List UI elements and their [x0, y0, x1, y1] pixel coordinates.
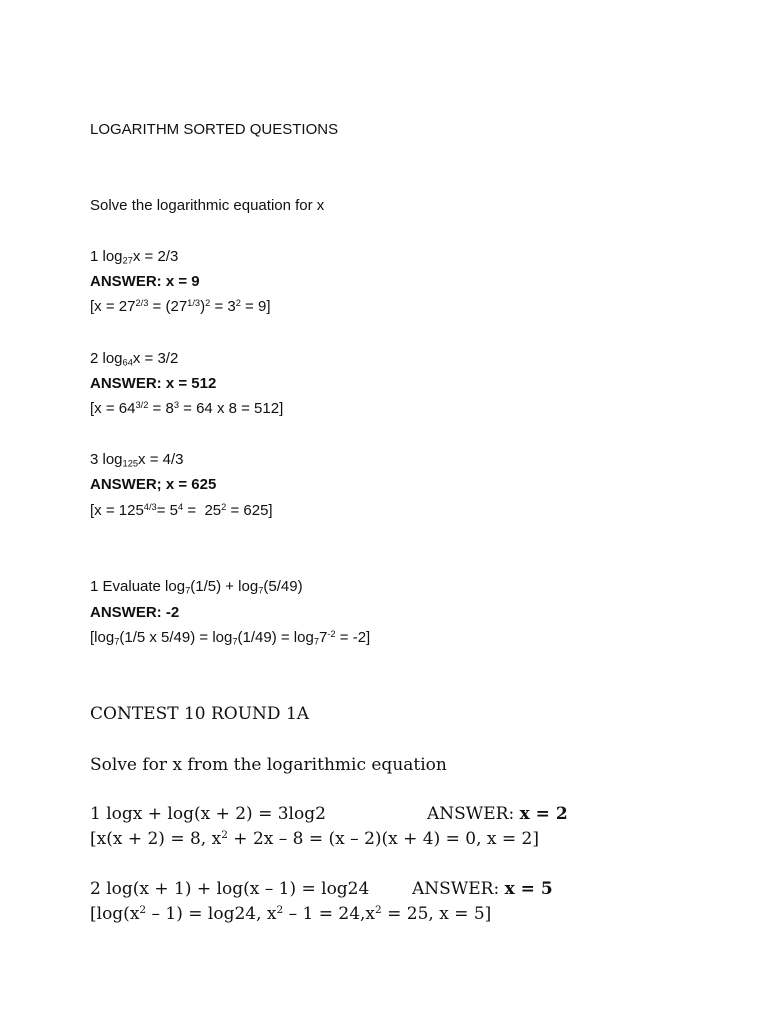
instruction-text: Solve the logarithmic equation for x	[90, 197, 325, 214]
question-3: 3 $\log_{125}x = 4/3$	[90, 451, 184, 469]
working-1: $[x = 27^{2/3} = (27^{1/3})^2 = 3^2 = 9]$	[90, 297, 271, 315]
question-1: 1 $\log_{27}x = 2/3$	[90, 248, 179, 266]
contest-question-1: 1 logx + log(x + 2) = 3log2	[90, 804, 326, 824]
answer-1: ANSWER: x = 9	[90, 273, 200, 290]
page-title: LOGARITHM SORTED QUESTIONS	[90, 121, 339, 138]
working-2: [$x = 64^{3/2} = 8^3 = 64$ x 8 = 512]	[90, 399, 284, 417]
answer-2: ANSWER: x = 512	[90, 375, 217, 392]
answer-evaluate: ANSWER: -2	[90, 604, 180, 621]
section-heading: CONTEST 10 ROUND 1A	[90, 704, 310, 724]
contest-working-1: [x(x + 2) = 8, $x^2 + 2x - 8 = (x - 2)(x + 4) = 0$, x = 2]	[90, 829, 539, 849]
working-3: $[x = 125^{4/3}= 5^4 = 25^2 = 625]$	[90, 501, 273, 519]
question-evaluate: 1 Evaluate $\log_7(1/5) + \log_7(5/49)$	[90, 578, 303, 596]
question-2: 2 $\log_{64}x = 3/2$	[90, 350, 179, 368]
contest-answer-1: ANSWER: x = 2	[427, 804, 568, 824]
contest-question-2: 2 log(x + 1) + log(x – 1) = log24	[90, 879, 370, 899]
contest-answer-2: ANSWER: x = 5	[412, 879, 553, 899]
working-evaluate: [$\log_7(1/5$ x $5/49) = \log_7(1/49) = \log_77^{-2} = -2$]	[90, 628, 371, 647]
section-instruction: Solve for x from the logarithmic equation	[90, 755, 447, 775]
contest-working-2: [$\log(x^2 - 1) = \log 24$, $x^2 - 1 = 24,x^2 = 25$, x = 5]	[90, 904, 492, 924]
answer-3: ANSWER; x = 625	[90, 476, 217, 493]
